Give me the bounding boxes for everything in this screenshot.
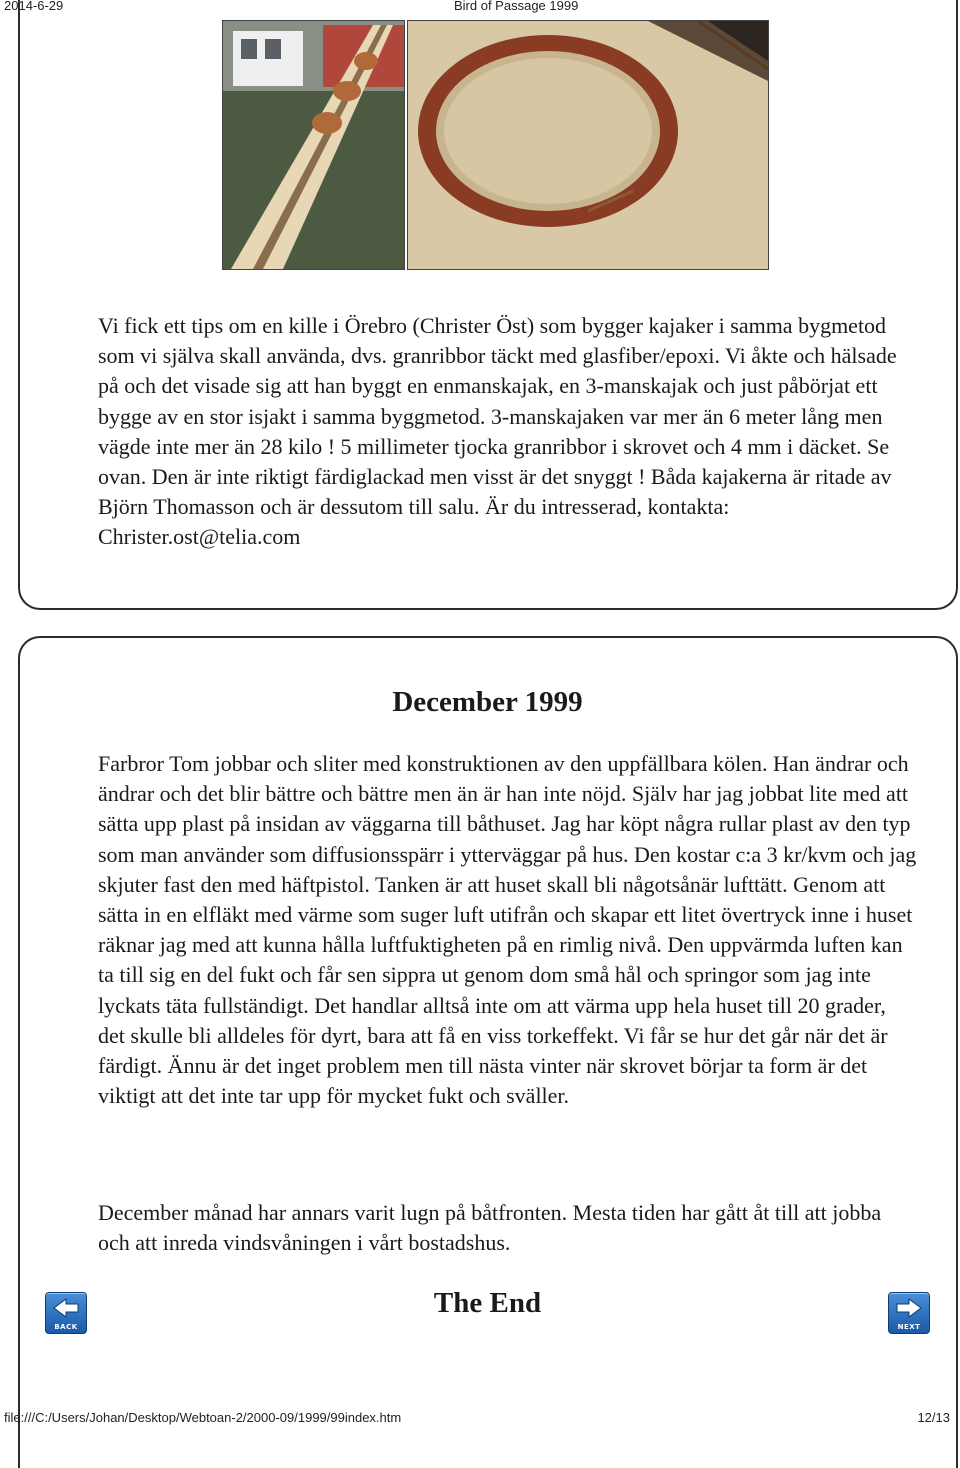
cockpit-rim-photo xyxy=(407,20,769,270)
print-date: 2014-6-29 xyxy=(4,0,64,13)
next-label: NEXT xyxy=(897,1323,921,1331)
arrow-right-icon xyxy=(895,1297,923,1319)
december-heading: December 1999 xyxy=(392,686,583,718)
kayak-tip-paragraph: Vi fick ett tips om en kille i Örebro (Christer Öst) som bygger kajaker i samma bygmetod som vi själva skall använda, dvs. granribbor täckt med glasfiber/epoxi. Vi åkte och hälsade på och det visade sig att han byggt en enmanskajak, en 3-manskajak och just påbörjat ett bygge av en stor isjakt i samma byggmetod. 3-manskajaken var mer än 6 meter lång men vägde inte mer än 28 kilo ! 5 millimeter tjocka granribbor i skrovet och 4 mm i däcket. Se ovan. Den är inte riktigt färdiglackad men visst är det snyggt ! Båda kajakerna är ritade av Björn Thomasson och är dessutom till salu. Är du intresserad, kontakta: Christer.ost@telia.com xyxy=(98,313,897,550)
back-label: BACK xyxy=(54,1323,78,1331)
page-title: Bird of Passage 1999 xyxy=(454,0,579,13)
december-paragraph-2: December månad har annars varit lugn på båtfronten. Mesta tiden har gått åt till att jobba och att inreda vindsvåningen i vårt bostadshus. xyxy=(98,1200,882,1256)
next-button[interactable] xyxy=(888,1292,930,1334)
file-path: file:///C:/Users/Johan/Desktop/Webtoan-2/2000-09/1999/99index.htm xyxy=(4,1410,402,1425)
arrow-left-icon xyxy=(52,1297,80,1319)
kayak-photo xyxy=(222,20,405,270)
the-end-heading: The End xyxy=(433,1287,542,1319)
back-button[interactable] xyxy=(45,1292,87,1334)
print-footer xyxy=(0,1410,960,1426)
december-paragraph-1: Farbror Tom jobbar och sliter med konstruktionen av den uppfällbara kölen. Han ändrar och ändrar och det blir bättre och bättre men än är han inte nöjd. Själv har jag jobbat lite med att sätta upp plast på insidan av väggarna till båthuset. Jag har köpt några rullar plast av den typ som man använder som diffusionsspärr i ytterväggar på hus. Den kostar c:a 3 kr/kvm och jag skjuter fast den med häftpistol. Tanken är att huset skall bli någotsånär lufttätt. Genom att sätta in en elfläkt med värme som suger luft utifrån och skapar ett litet övertryck inne i huset räknar jag med att kunna hålla luftfuktigheten på en rimlig nivå. Den uppvärmda luften kan ta till sig en del fukt och får sen sippra ut genom dom små hål och springor som jag inte lyckats täta fullständigt. Det handlar alltså inte om att värma upp hela huset till 20 grader, det skulle bli alldeles för dyrt, bara att få en viss torkeffekt. Vi får se hur det går när det är färdigt. Ännu är det inget problem men till nästa vinter när skrovet börjar ta form är det viktigt att det inte tar upp för mycket fukt och sväller. xyxy=(98,751,917,1109)
page-number: 12/13 xyxy=(917,1410,950,1425)
